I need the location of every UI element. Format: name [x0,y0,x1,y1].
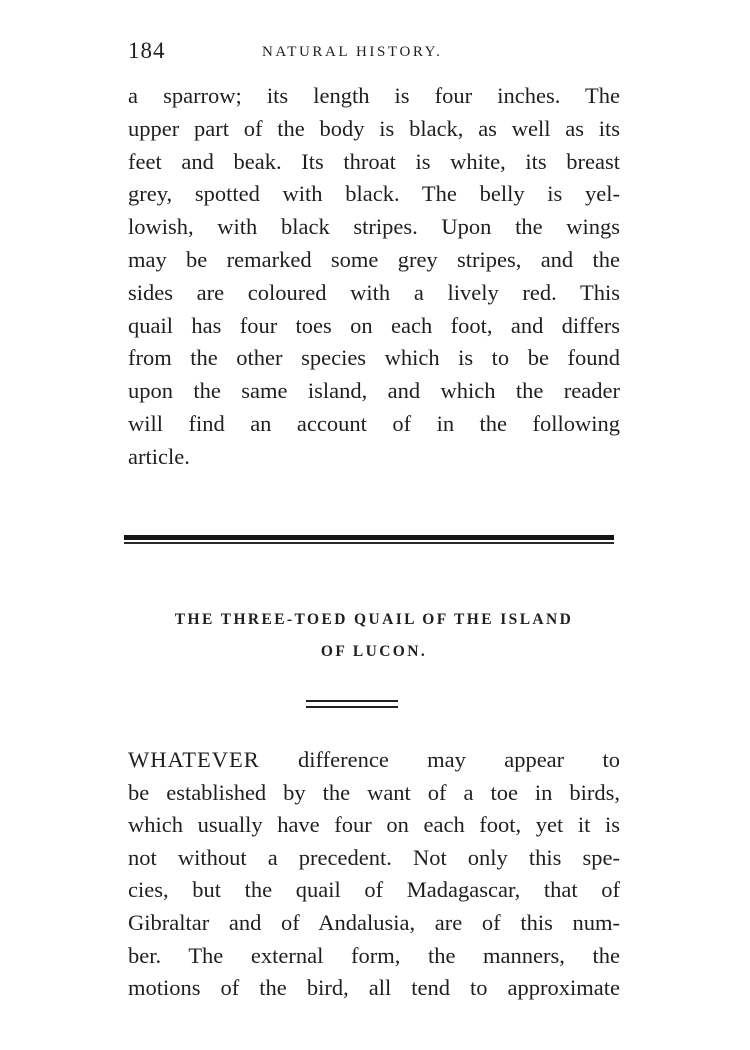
section-heading [128,604,620,668]
text-line: which usually have four on each foot, yet it is [128,812,620,838]
text-line: may be remarked some grey stripes, and the [128,246,620,272]
text-line: upper part of the body is black, as well as its [128,115,620,141]
lead-word: WHATEVER [128,747,260,772]
text-line [128,744,620,777]
running-title: NATURAL HISTORY. [262,44,443,60]
text-line: from the other species which is to be found [128,345,620,371]
text-line: cies, but the quail of Madagascar, that of [128,877,620,903]
text-line: article. [128,443,190,469]
text-line: feet and beak. Its throat is white, its breast [128,148,620,174]
text-line: upon the same island, and which the reader [128,378,620,404]
text-line: a sparrow; its length is four inches. The [128,83,620,108]
divider-thin-line [124,542,614,544]
text-line: quail has four toes on each foot, and differs [128,312,620,338]
heading-underline-rule [306,700,398,708]
page-number: 184 [128,38,166,63]
section-heading-line: THE THREE-TOED QUAIL OF THE ISLAND [174,611,574,628]
section-heading-line: OF LUCON. [320,643,428,660]
text-line: lowish, with black stripes. Upon the wings [128,214,620,240]
underline-line [306,706,398,708]
underline-line [306,700,398,702]
section-divider-rule [124,535,614,544]
text-line: sides are coloured with a lively red. This [128,279,620,305]
first-line-rest: difference may appear to [259,747,620,772]
text-line: be established by the want of a toe in birds, [128,779,620,805]
running-head [128,38,618,68]
text-line: not without a precedent. Not only this spe- [128,844,620,870]
divider-thick-line [124,535,614,540]
text-line: Gibraltar and of Andalusia, are of this num- [128,909,620,935]
text-line: will find an account of in the following [128,410,620,436]
text-line: motions of the bird, all tend to approximate [128,975,620,1001]
text-line: ber. The external form, the manners, the [128,942,620,968]
text-line: grey, spotted with black. The belly is yel- [128,181,620,207]
paragraph-new [128,744,620,1005]
paragraph-continued [128,80,620,474]
